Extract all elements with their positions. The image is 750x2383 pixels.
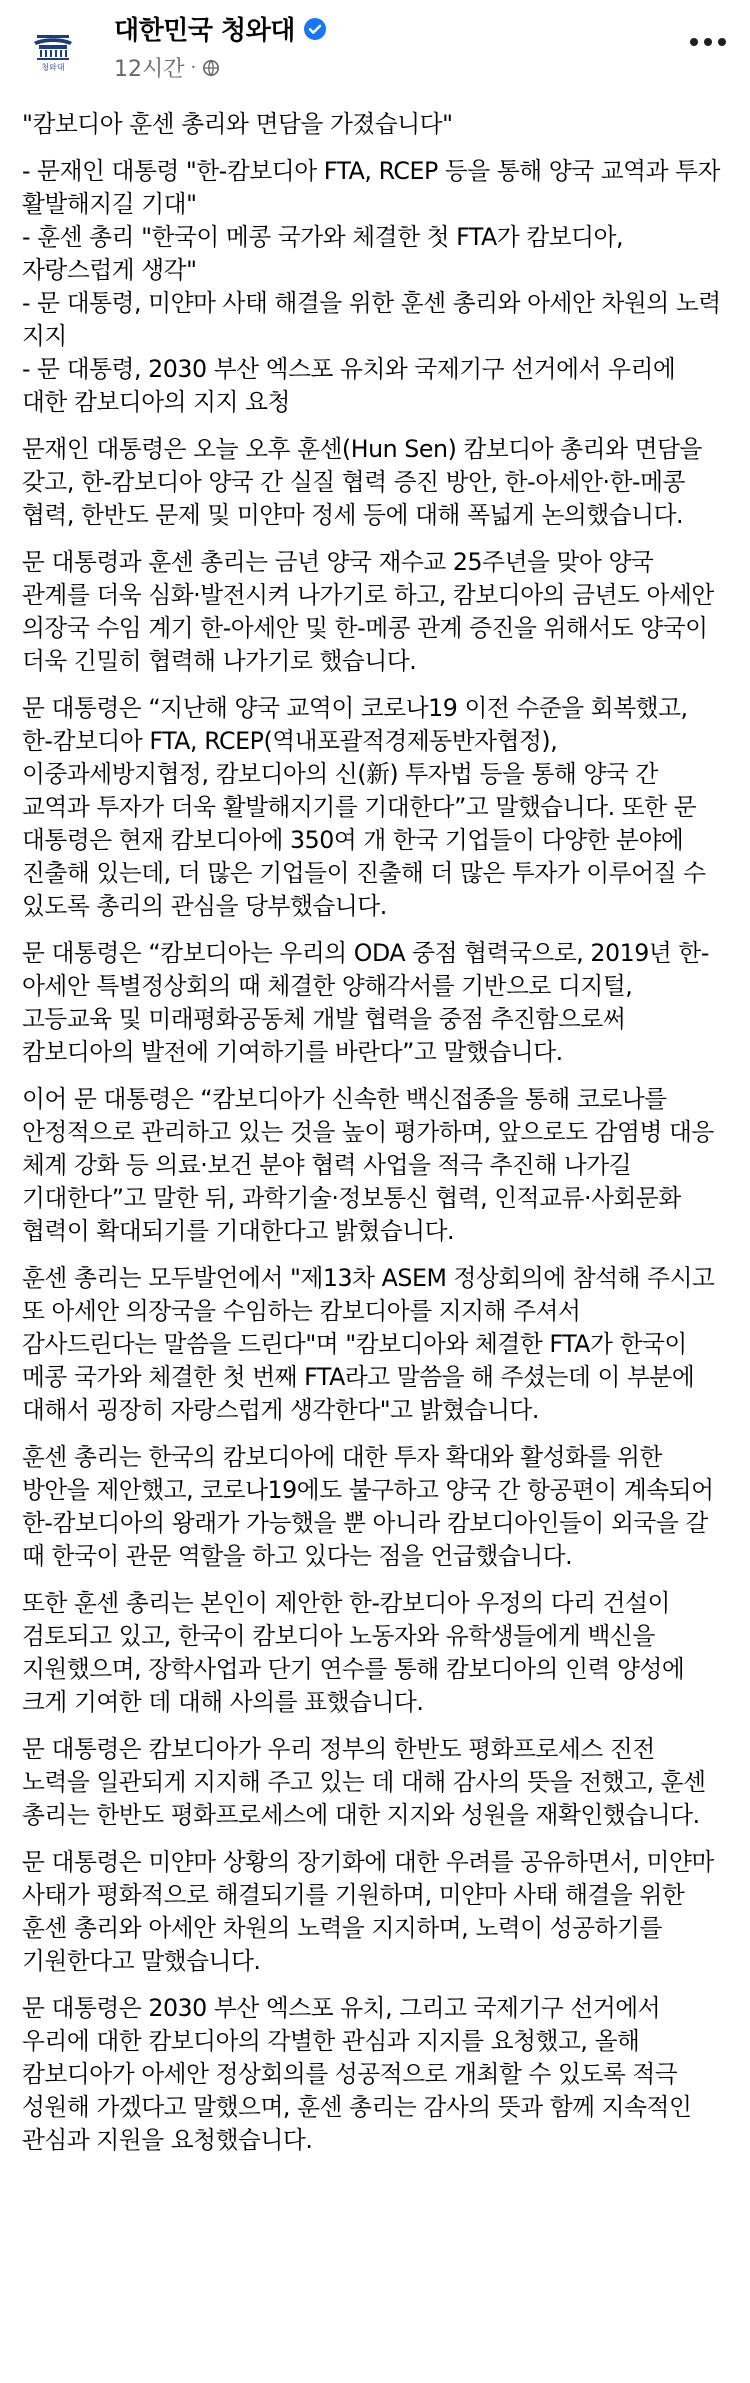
page-name[interactable]: 대한민국 청와대 bbox=[114, 16, 295, 46]
summary-list bbox=[22, 155, 722, 419]
post-header bbox=[0, 0, 750, 100]
post-body bbox=[22, 108, 722, 2171]
post-headline: "캄보디아 훈센 총리와 면담을 가졌습니다" bbox=[22, 110, 453, 138]
more-dot-icon bbox=[718, 38, 726, 46]
more-dot-icon bbox=[690, 38, 698, 46]
post-paragraph: 또한 훈센 총리는 본인이 제안한 한-캄보디아 우정의 다리 건설이 검토되고 있고, 한국이 캄보디아 노동자와 유학생들에게 백신을 지원했으며, 장학사업과 단기 연수를 통해 캄보디아의 인력 양성에 크게 기여한 데 대해 사의를 표했습니다. bbox=[22, 1589, 685, 1716]
post-paragraph: 문 대통령은 미얀마 상황의 장기화에 대한 우려를 공유하면서, 미얀마 사태가 평화적으로 해결되기를 기원하며, 미얀마 사태 해결을 위한 훈센 총리와 아세안 차원의 노력을 지지하며, 노력이 성공하기를 기원한다고 말했습니다. bbox=[22, 1848, 714, 1975]
summary-item: - 문재인 대통령 "한-캄보디아 FTA, RCEP 등을 통해 양국 교역과 투자 활발해지길 기대" bbox=[22, 157, 720, 218]
post-meta bbox=[114, 52, 220, 83]
more-dot-icon bbox=[704, 38, 712, 46]
timestamp[interactable]: 12시간 bbox=[114, 57, 185, 82]
more-options-button[interactable] bbox=[684, 18, 732, 66]
blue-house-logo-icon bbox=[22, 20, 84, 82]
summary-item: - 문 대통령, 미얀마 사태 해결을 위한 훈센 총리와 아세안 차원의 노력 지지 bbox=[22, 289, 721, 350]
post-paragraph: 문 대통령은 캄보디아가 우리 정부의 한반도 평화프로세스 진전 노력을 일관되게 지지해 주고 있는 데 대해 감사의 뜻을 전했고, 훈센 총리는 한반도 평화프로세스에 대한 지지와 성원을 재확인했습니다. bbox=[22, 1735, 706, 1829]
post-paragraph: 문 대통령은 2030 부산 엑스포 유치, 그리고 국제기구 선거에서 우리에 대한 캄보디아의 각별한 관심과 지지를 요청했고, 올해 캄보디아가 아세안 정상회의를 성공적으로 개최할 수 있도록 적극 성원해 가겠다고 말했으며, 훈센 총리는 감사의 뜻과 함께 지속적인 관심과 지원을 요청했습니다. bbox=[22, 1994, 692, 2154]
post-paragraph: 이어 문 대통령은 “캄보디아가 신속한 백신접종을 통해 코로나를 안정적으로 관리하고 있는 것을 높이 평가하며, 앞으로도 감염병 대응 체계 강화 등 의료·보건 분야 협력 사업을 적극 추진해 나가길 기대한다”고 말한 뒤, 과학기술·정보통신 협력, 인적교류·사회문화 협력이 확대되기를 기대한다고 밝혔습니다. bbox=[22, 1085, 714, 1245]
post-paragraph: 문 대통령은 “캄보디아는 우리의 ODA 중점 협력국으로, 2019년 한-아세안 특별정상회의 때 체결한 양해각서를 기반으로 디지털, 고등교육 및 미래평화공동체 개발 협력을 중점 추진함으로써 캄보디아의 발전에 기여하기를 바란다”고 말했습니다. bbox=[22, 939, 709, 1066]
post-paragraph: 문재인 대통령은 오늘 오후 훈센(Hun Sen) 캄보디아 총리와 면담을 갖고, 한-캄보디아 양국 간 실질 협력 증진 방안, 한-아세안·한-메콩 협력, 한반도 문제 및 미얀마 정세 등에 대해 폭넓게 논의했습니다. bbox=[22, 435, 702, 529]
avatar[interactable] bbox=[22, 20, 84, 82]
verified-badge-icon bbox=[303, 17, 327, 41]
summary-item: - 훈센 총리 "한국이 메콩 국가와 체결한 첫 FTA가 캄보디아, 자랑스럽게 생각" bbox=[22, 223, 624, 284]
post-paragraph: 훈센 총리는 모두발언에서 "제13차 ASEM 정상회의에 참석해 주시고 또 아세안 의장국을 수임하는 캄보디아를 지지해 주셔서 감사드린다는 말씀을 드린다"며 "캄보디아와 체결한 FTA가 한국이 메콩 국가와 체결한 첫 번째 FTA라고 말씀을 해 주셨는데 이 부분에 대해서 굉장히 자랑스럽게 생각한다"고 밝혔습니다. bbox=[22, 1264, 715, 1424]
post-paragraph: 문 대통령과 훈센 총리는 금년 양국 재수교 25주년을 맞아 양국 관계를 더욱 심화·발전시켜 나가기로 하고, 캄보디아의 금년도 아세안 의장국 수임 계기 한-아세안 및 한-메콩 관계 증진을 위해서도 양국이 더욱 긴밀히 협력해 나가기로 했습니다. bbox=[22, 548, 714, 675]
post-paragraph: 문 대통령은 “지난해 양국 교역이 코로나19 이전 수준을 회복했고, 한-캄보디아 FTA, RCEP(역내포괄적경제동반자협정), 이중과세방지협정, 캄보디아의 신(新) 투자법 등을 통해 양국 간 교역과 투자가 더욱 활발해지기를 기대한다”고 말했습니다. 또한 문 대통령은 현재 캄보디아에 350여 개 한국 기업들이 다양한 분야에 진출해 있는데, 더 많은 기업들이 진출해 더 많은 투자가 이루어질 수 있도록 총리의 관심을 당부했습니다. bbox=[22, 694, 706, 920]
separator-dot: · bbox=[190, 57, 197, 78]
post-paragraph: 훈센 총리는 한국의 캄보디아에 대한 투자 확대와 활성화를 위한 방안을 제안했고, 코로나19에도 불구하고 양국 간 항공편이 계속되어 한-캄보디아의 왕래가 가능했을 뿐 아니라 캄보디아인들이 외국을 갈 때 한국이 관문 역할을 하고 있다는 점을 언급했습니다. bbox=[22, 1443, 714, 1570]
globe-icon[interactable] bbox=[202, 59, 220, 77]
page-name-row bbox=[114, 10, 327, 47]
summary-item: - 문 대통령, 2030 부산 엑스포 유치와 국제기구 선거에서 우리에 대한 캄보디아의 지지 요청 bbox=[22, 355, 676, 416]
avatar-label: 청와대 bbox=[41, 63, 65, 72]
